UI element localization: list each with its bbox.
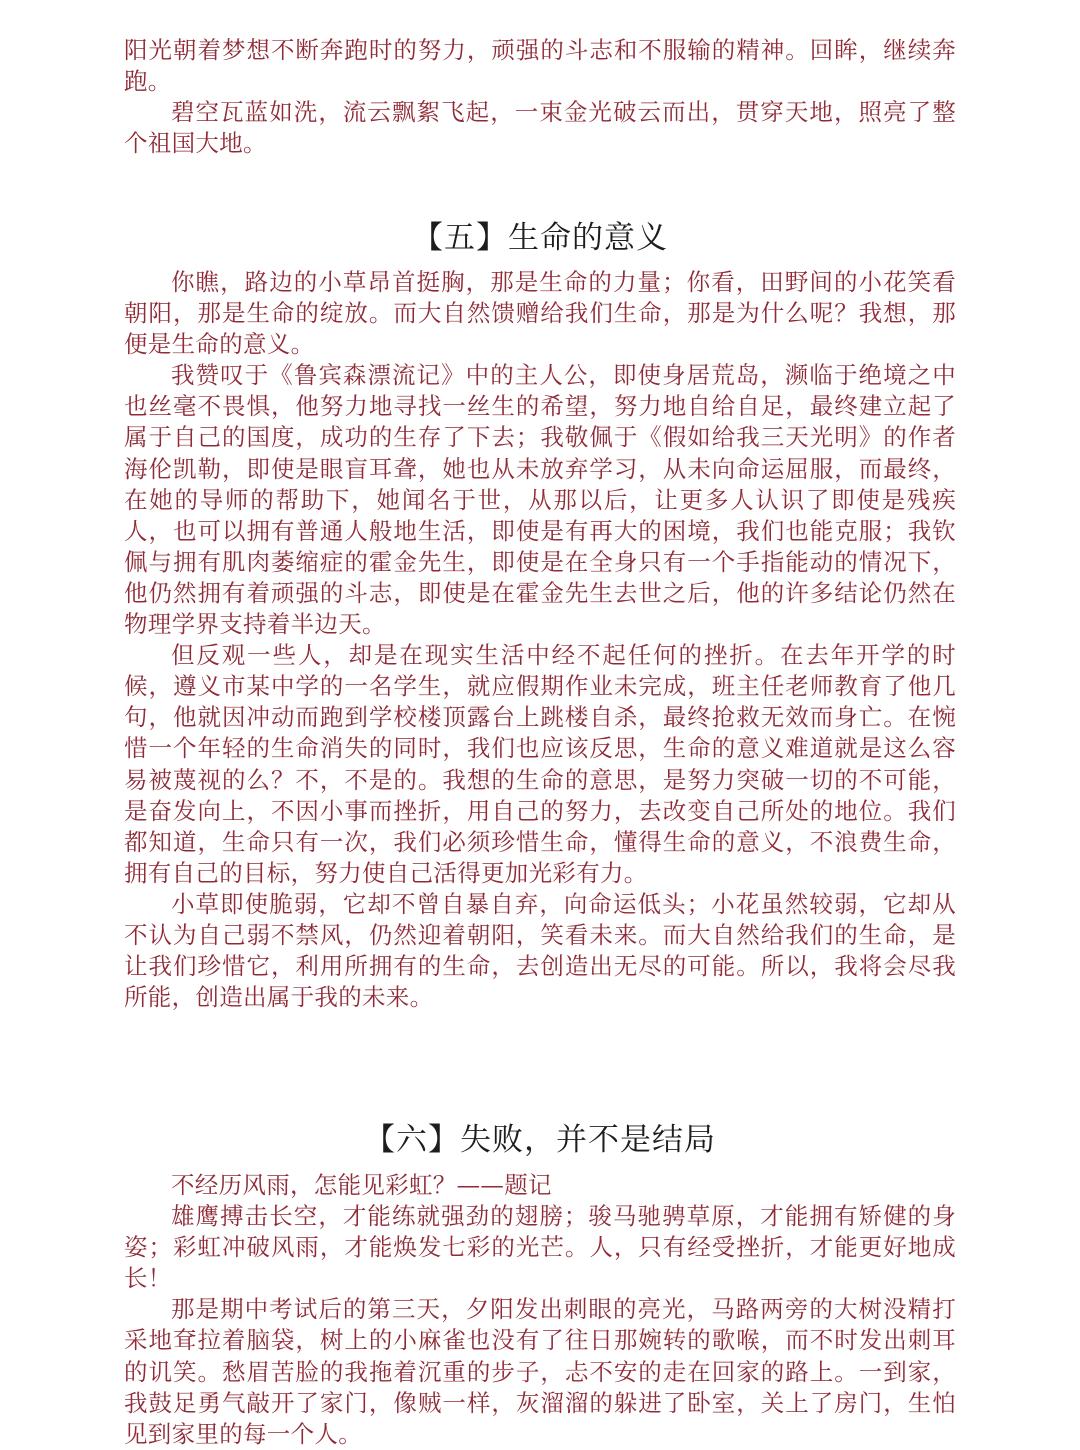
section-6-body bbox=[124, 1170, 956, 1450]
paragraph: 小草即使脆弱，它却不曾自暴自弃，向命运低头；小花虽然较弱，它却从不认为自己弱不禁风，仍然迎着朝阳，笑看未来。而大自然给我们的生命，是让我们珍惜它，利用所拥有的生命，去创造出无尽的可能。所以，我将会尽我所能，创造出属于我的未来。 bbox=[124, 889, 956, 1012]
paragraph: 不经历风雨，怎能见彩虹？——题记 bbox=[171, 1171, 552, 1199]
section-5-body bbox=[124, 267, 956, 1013]
paragraph: 那是期中考试后的第三天，夕阳发出刺眼的亮光，马路两旁的大树没精打采地耷拉着脑袋，树上的小麻雀也没有了往日那婉转的歌喉，而不时发出刺耳的讥笑。愁眉苦脸的我拖着沉重的步子，忐不安的走在回家的路上。一到家，我鼓足勇气敲开了家门，像贼一样，灰溜溜的躲进了卧室，关上了房门，生怕见到家里的每一个人。 bbox=[124, 1295, 956, 1448]
paragraph: 阳光朝着梦想不断奔跑时的努力，顽强的斗志和不服输的精神。回眸，继续奔跑。 bbox=[124, 36, 956, 96]
paragraph: 但反观一些人，却是在现实生活中经不起任何的挫折。在去年开学的时候，遵义市某中学的一名学生，就应假期作业未完成，班主任老师教育了他几句，他就因冲动而跑到学校楼顶露台上跳楼自杀，最终抢救无效而身亡。在惋惜一个年轻的生命消失的同时，我们也应该反思，生命的意义难道就是这么容易被蔑视的么？不，不是的。我想的生命的意思，是努力突破一切的不可能，是奋发向上，不因小事而挫折，用自己的努力，去改变自己所处的地位。我们都知道，生命只有一次，我们必须珍惜生命，懂得生命的意义，不浪费生命，拥有自己的目标，努力使自己活得更加光彩有力。 bbox=[124, 641, 956, 887]
previous-section-ending bbox=[124, 35, 956, 159]
paragraph: 我赞叹于《鲁宾森漂流记》中的主人公，即使身居荒岛，濒临于绝境之中也丝毫不畏惧，他努力地寻找一丝生的希望，努力地自给自足，最终建立起了属于自己的国度，成功的生存了下去；我敬佩于《假如给我三天光明》的作者海伦凯勒，即使是眼盲耳聋，她也从未放弃学习，从未向命运屈服，而最终，在她的导师的帮助下，她闻名于世，从那以后，让更多人认识了即使是残疾人，也可以拥有普通人般地生活，即使是有再大的困境，我们也能克服；我钦佩与拥有肌肉萎缩症的霍金先生，即使是在全身只有一个手指能动的情况下，他仍然拥有着顽强的斗志，即使是在霍金先生去世之后，他的许多结论仍然在物理学界支持着半边天。 bbox=[124, 361, 956, 639]
paragraph: 雄鹰搏击长空，才能练就强劲的翅膀；骏马驰骋草原，才能拥有矫健的身姿；彩虹冲破风雨，才能焕发七彩的光芒。人，只有经受挫折，才能更好地成长！ bbox=[124, 1202, 956, 1293]
paragraph: 碧空瓦蓝如洗，流云飘絮飞起，一束金光破云而出，贯穿天地，照亮了整个祖国大地。 bbox=[124, 98, 956, 158]
section-title-5: 【五】生命的意义 bbox=[412, 220, 668, 256]
paragraph: 你瞧，路边的小草昂首挺胸，那是生命的力量；你看，田野间的小花笑看朝阳，那是生命的绽放。而大自然馈赠给我们生命，那是为什么呢？我想，那便是生命的意义。 bbox=[124, 268, 956, 359]
section-title-6: 【六】失败，并不是结局 bbox=[364, 1122, 716, 1158]
